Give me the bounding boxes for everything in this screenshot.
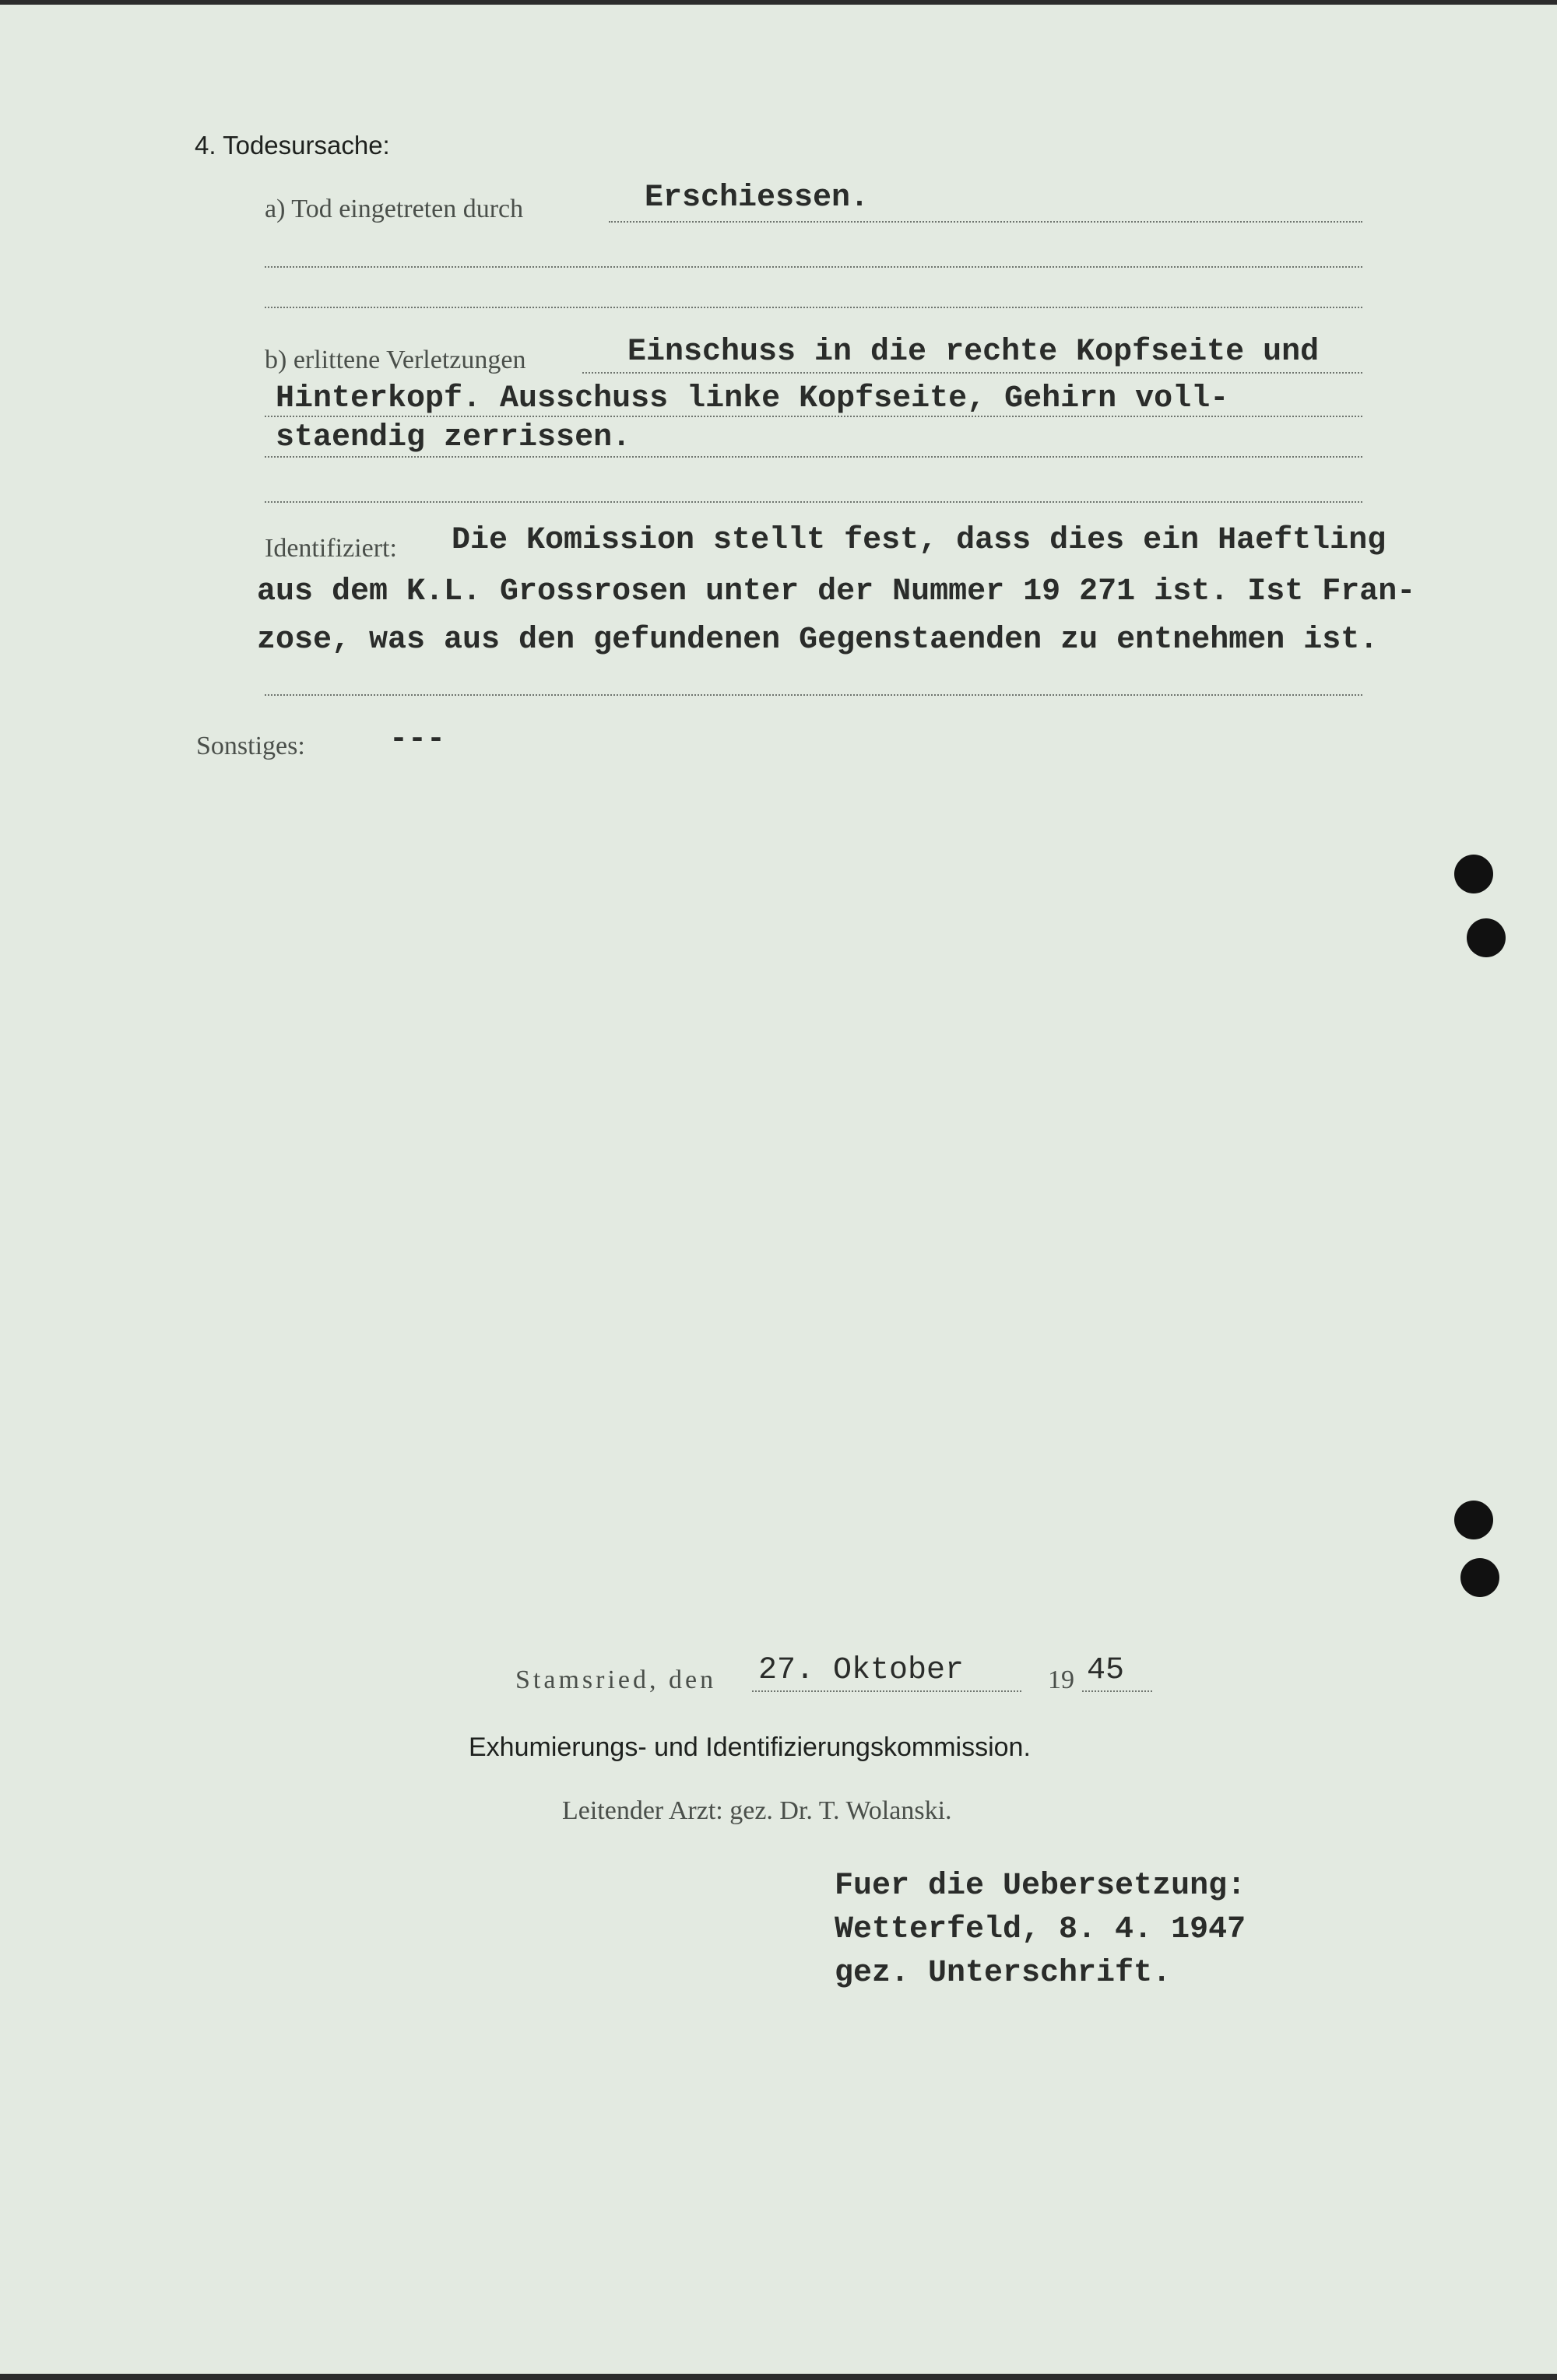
cause-line	[609, 221, 1362, 223]
scan-top-edge	[0, 0, 1557, 5]
translation-line-3: gez. Unterschrift.	[835, 1956, 1172, 1991]
injuries-line	[265, 456, 1362, 458]
injuries-line-1: Einschuss in die rechte Kopfseite und	[627, 335, 1320, 370]
identified-line-3: zose, was aus den gefundenen Gegenstaenden zu entnehmen ist.	[257, 623, 1379, 658]
identified-line-2: aus dem K.L. Grossrosen unter der Nummer 19 271 ist. Ist Fran-	[257, 574, 1416, 609]
cause-value: Erschiessen.	[645, 181, 870, 216]
identified-label: Identifiziert:	[265, 534, 397, 563]
injuries-line-2: Hinterkopf. Ausschuss linke Kopfseite, Gehirn voll-	[276, 381, 1229, 416]
punch-hole	[1460, 1558, 1499, 1597]
section-heading: 4. Todesursache:	[195, 131, 390, 160]
translation-line-1: Fuer die Uebersetzung:	[835, 1869, 1246, 1904]
other-label: Sonstiges:	[196, 732, 305, 760]
year-prefix: 19	[1048, 1666, 1074, 1694]
identified-line-1: Die Komission stellt fest, dass dies ein Haeftling	[452, 523, 1387, 558]
punch-hole	[1454, 1501, 1493, 1539]
physician-signature: Leitender Arzt: gez. Dr. T. Wolanski.	[562, 1796, 952, 1825]
year-line	[1082, 1690, 1152, 1692]
scan-bottom-edge	[0, 2374, 1557, 2380]
year-suffix: 45	[1087, 1653, 1125, 1688]
blank-line	[265, 307, 1362, 308]
place-prefix: Stamsried, den	[515, 1666, 717, 1694]
cause-label: a) Tod eingetreten durch	[265, 195, 524, 223]
translation-line-2: Wetterfeld, 8. 4. 1947	[835, 1912, 1246, 1947]
other-value: ---	[389, 722, 446, 757]
injuries-line	[582, 372, 1362, 374]
date-day-month: 27. Oktober	[758, 1653, 965, 1688]
punch-hole	[1454, 855, 1493, 893]
date-line	[752, 1690, 1021, 1692]
blank-line	[265, 501, 1362, 503]
commission-name: Exhumierungs- und Identifizierungskommission.	[469, 1732, 1031, 1762]
injuries-line-3: staendig zerrissen.	[276, 420, 631, 455]
injuries-label: b) erlittene Verletzungen	[265, 346, 526, 374]
blank-line	[265, 266, 1362, 268]
blank-line	[265, 694, 1362, 696]
punch-hole	[1467, 918, 1506, 957]
